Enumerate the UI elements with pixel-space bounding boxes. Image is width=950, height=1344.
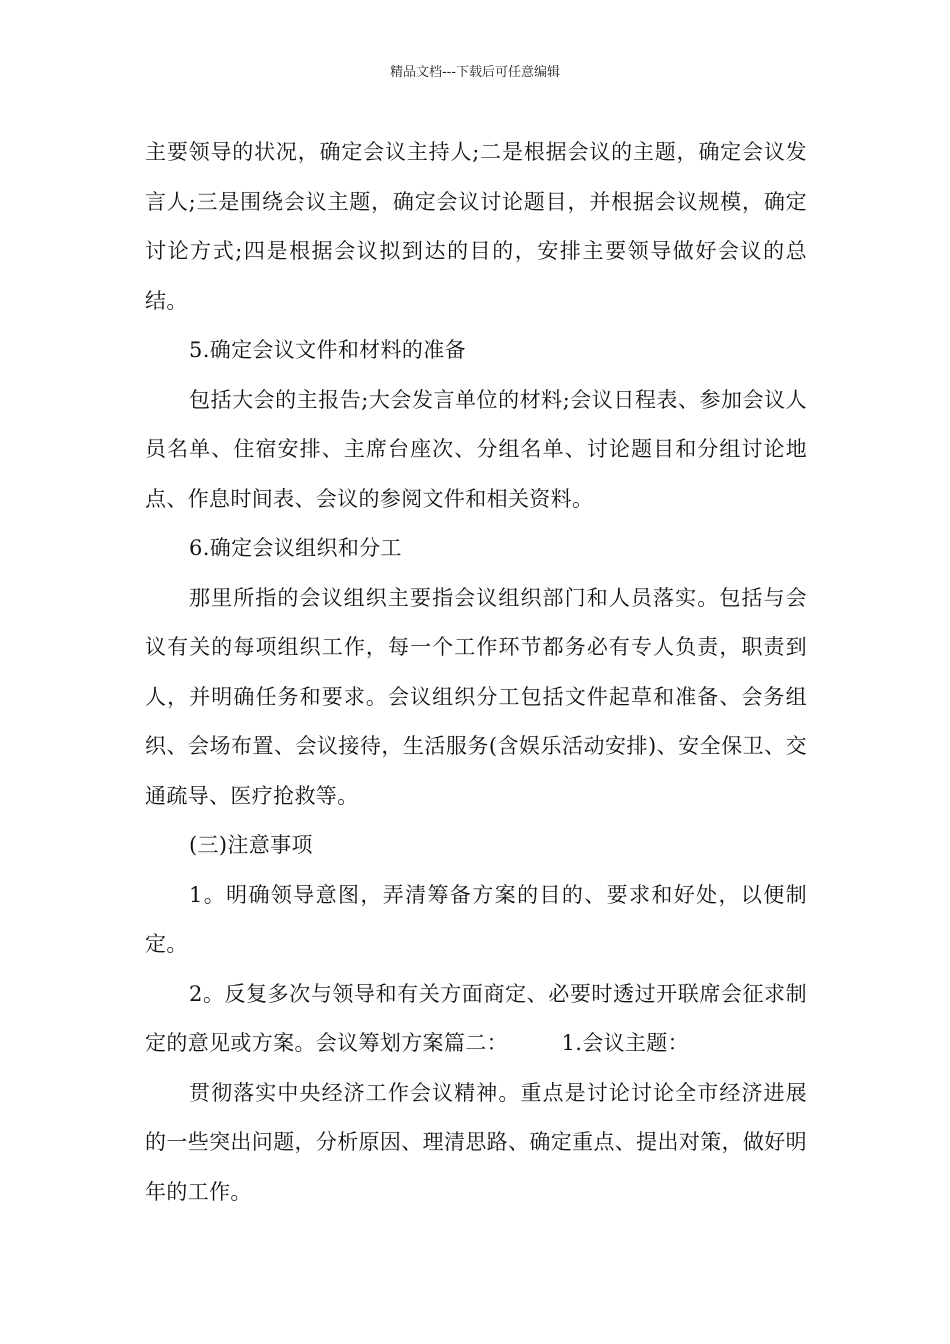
paragraph-continuation: 主要领导的状况，确定会议主持人;二是根据会议的主题，确定会议发言人;三是围绕会议主题，确定会议讨论题目，并根据会议规模，确定讨论方式;四是根据会议拟到达的目的，安排主要领导做好会议的总结。 — [145, 140, 807, 313]
section-heading-notes: (三)注意事项 — [189, 833, 313, 857]
section-heading-5: 5.确定会议文件和材料的准备 — [189, 338, 466, 362]
paragraph-note-2: 2。反复多次与领导和有关方面商定、必要时透过开联席会征求制定的意见或方案。会议筹划方案篇二： 1.会议主题： — [145, 981, 807, 1055]
paragraph-materials: 包括大会的主报告;大会发言单位的材料;会议日程表、参加会议人员名单、住宿安排、主席台座次、分组名单、讨论题目和分组讨论地点、作息时间表、会议的参阅文件和相关资料。 — [145, 387, 807, 511]
page-header: 精品文档---下载后可任意编辑 — [389, 65, 561, 80]
section-heading-6: 6.确定会议组织和分工 — [189, 536, 402, 560]
document-body — [145, 128, 807, 1217]
paragraph-organization: 那里所指的会议组织主要指会议组织部门和人员落实。包括与会议有关的每项组织工作，每一个工作环节都务必有专人负责，职责到人，并明确任务和要求。会议组织分工包括文件起草和准备、会务组织、会场布置、会议接待，生活服务(含娱乐活动安排)、安全保卫、交通疏导、医疗抢救等。 — [145, 585, 807, 808]
paragraph-note-1: 1。明确领导意图，弄清筹备方案的目的、要求和好处，以便制定。 — [145, 882, 807, 956]
paragraph-theme: 贯彻落实中央经济工作会议精神。重点是讨论讨论全市经济进展的一些突出问题，分析原因、理清思路、确定重点、提出对策，做好明年的工作。 — [145, 1080, 807, 1204]
